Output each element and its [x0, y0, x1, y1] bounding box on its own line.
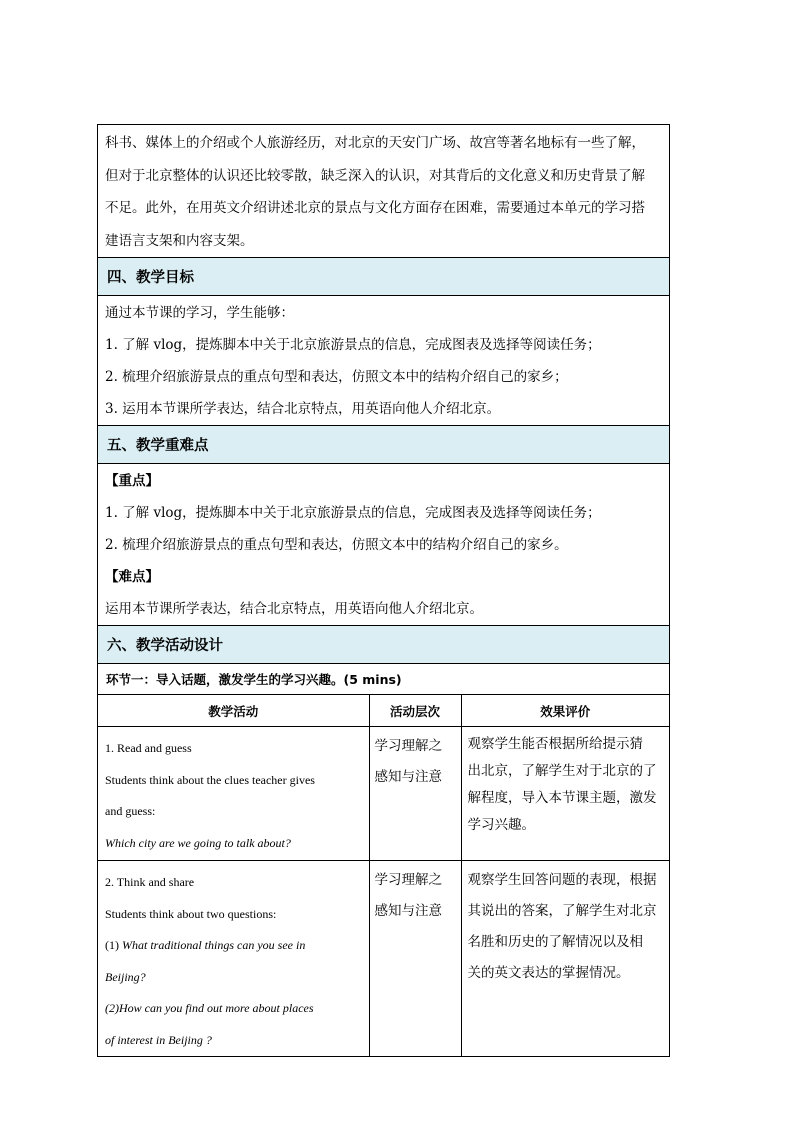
- key-point-line: 1. 了解 vlog，提炼脚本中关于北京旅游景点的信息，完成图表及选择等阅读任务；: [105, 505, 601, 521]
- evaluation-line: 学习兴趣。: [467, 817, 535, 833]
- key-points-content: [98, 464, 670, 626]
- activity-question: Which city are we going to talk about?: [105, 835, 291, 850]
- table-row: [98, 727, 669, 861]
- question-text: What traditional things can you see in: [122, 938, 306, 952]
- activity-question: Beijing?: [105, 969, 146, 984]
- activity-cell: [98, 727, 369, 861]
- column-header-activity: 教学活动: [208, 703, 259, 719]
- paragraph-line: 建语言支架和内容支架。: [105, 232, 254, 249]
- objectives-content: [98, 296, 670, 426]
- level-line: 感知与注意: [374, 903, 442, 919]
- objective-line: 1. 了解 vlog，提炼脚本中关于北京旅游景点的信息，完成图表及选择等阅读任务；: [105, 337, 601, 353]
- difficult-point-line: 运用本节课所学表达，结合北京特点，用英语向他人介绍北京。: [105, 601, 483, 617]
- key-point-line: 2. 梳理介绍旅游景点的重点句型和表达，仿照文本中的结构介绍自己的家乡。: [105, 537, 568, 553]
- paragraph-line: 但对于北京整体的认识还比较零散，缺乏深入的认识，对其背后的文化意义和历史背景了解: [105, 167, 645, 184]
- objective-line: 2. 梳理介绍旅游景点的重点句型和表达，仿照文本中的结构介绍自己的家乡；: [105, 369, 568, 385]
- evaluation-line: 关的英文表达的掌握情况。: [467, 965, 630, 981]
- evaluation-line: 名胜和历史的了解情况以及相: [467, 934, 643, 950]
- paragraph-line: 不足。此外，在用英文介绍讲述北京的景点与文化方面存在困难，需要通过本单元的学习搭: [105, 200, 645, 216]
- level-line: 学习理解之: [374, 738, 442, 754]
- activity-question: (2)How can you find out more about places: [105, 1001, 314, 1015]
- difficult-point-label: 【难点】: [105, 569, 159, 585]
- activity-line: Students think about two questions:: [105, 906, 277, 921]
- activity-table-header: [98, 695, 669, 727]
- table-row: [98, 861, 669, 1057]
- lesson-plan-table: [97, 124, 670, 1057]
- activity-line: Students think about the clues teacher gives: [105, 772, 315, 787]
- section-heading-activities: 六、教学活动设计: [98, 626, 670, 664]
- question-number: (1): [105, 938, 122, 952]
- activity-line: and guess:: [105, 804, 156, 818]
- evaluation-line: 观察学生能否根据所给提示猜: [467, 736, 643, 752]
- student-analysis-paragraph: [98, 125, 670, 258]
- activity-title: 2. Think and share: [105, 875, 195, 889]
- column-header-level: 活动层次: [369, 695, 461, 727]
- objective-line: 3. 运用本节课所学表达，结合北京特点，用英语向他人介绍北京。: [105, 401, 501, 417]
- objective-line: 通过本节课的学习，学生能够：: [105, 305, 294, 321]
- level-line: 学习理解之: [374, 872, 442, 888]
- evaluation-cell: [461, 727, 669, 861]
- evaluation-cell: [461, 861, 669, 1057]
- activity-table: [98, 695, 669, 1056]
- section-heading-objectives: 四、教学目标: [98, 258, 670, 296]
- activity-title: 1. Read and guess: [105, 741, 192, 755]
- column-header-evaluation: 效果评价: [461, 695, 669, 727]
- key-point-line: 【重点】: [105, 473, 159, 489]
- evaluation-line: 其说出的答案，了解学生对北京: [467, 903, 657, 919]
- section-heading-key-points: 五、教学重难点: [98, 426, 670, 464]
- activity-question: [105, 930, 369, 962]
- evaluation-line: 解程度，导入本节课主题，激发: [467, 790, 657, 806]
- activity-question: of interest in Beijing ?: [105, 1032, 212, 1047]
- stage-one-title: 环节一：导入话题，激发学生的学习兴趣。(5 mins): [98, 664, 670, 695]
- level-cell: [369, 727, 461, 861]
- activity-table-cell: [98, 695, 670, 1057]
- evaluation-line: 观察学生回答问题的表现，根据: [467, 872, 657, 888]
- evaluation-line: 出北京，了解学生对于北京的了: [467, 763, 657, 779]
- paragraph-line: 科书、媒体上的介绍或个人旅游经历，对北京的天安门广场、故宫等著名地标有一些了解，: [105, 135, 645, 151]
- activity-cell: [98, 861, 369, 1057]
- level-line: 感知与注意: [374, 769, 442, 785]
- level-cell: [369, 861, 461, 1057]
